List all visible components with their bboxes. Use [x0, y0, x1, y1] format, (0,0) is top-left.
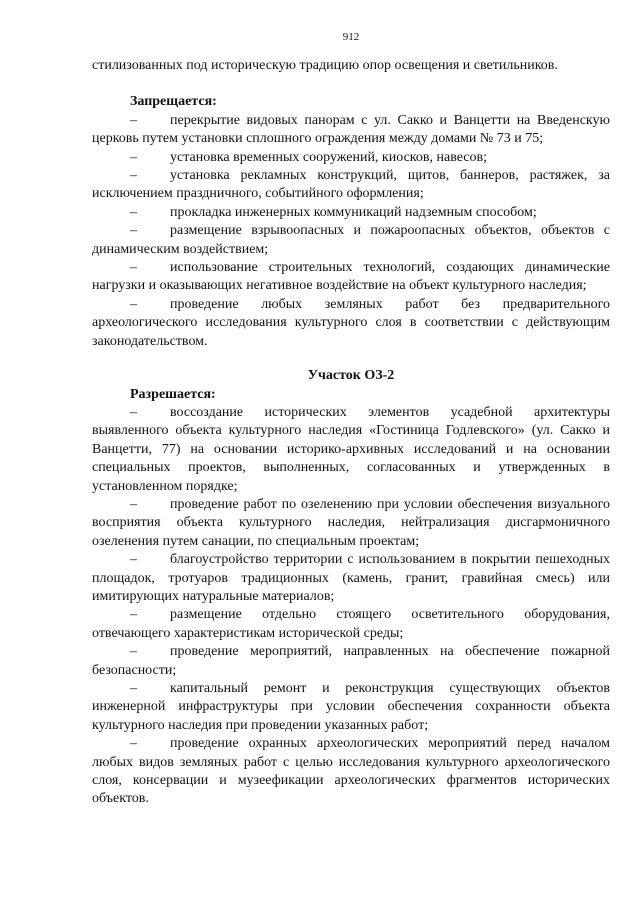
allowed-item [92, 496, 610, 551]
list-dash: – [130, 204, 137, 220]
allowed-item [92, 680, 610, 735]
allowed-list [92, 404, 610, 809]
allowed-item [92, 606, 610, 643]
list-dash: – [130, 149, 137, 165]
allowed-item-text: проведение работ по озеленению при условии обеспечения визуального восприятия объекта культурного наследия, нейтрализация дисгармоничного озеленения путем санации, по специальным проектам; [92, 496, 610, 549]
spacer [92, 351, 610, 367]
forbidden-item [92, 222, 610, 259]
allowed-item [92, 404, 610, 496]
allowed-item-text: капитальный ремонт и реконструкция существующих объектов инженерной инфраструктуры при условии обеспечения сохранности объекта культурного наследия при проведении указанных работ; [92, 681, 610, 733]
allowed-item [92, 643, 610, 680]
forbidden-item [92, 259, 610, 296]
list-dash: – [130, 112, 137, 128]
forbidden-item-text: прокладка инженерных коммуникаций надземным способом; [170, 204, 537, 220]
forbidden-item-text: перекрытие видовых панорам с ул. Сакко и Ванцетти на Введенскую церковь путем установки сплошного ограждения между домами № 73 и 75; [92, 112, 610, 147]
list-dash: – [130, 681, 137, 696]
list-dash: – [130, 607, 137, 623]
document-body [92, 57, 610, 809]
page-number: 912 [342, 31, 360, 43]
list-dash: – [130, 404, 137, 420]
list-dash: – [130, 260, 137, 276]
allowed-item [92, 551, 610, 606]
forbidden-item-text: использование строительных технологий, создающих динамические нагрузки и оказывающих негативное воздействие на объект культурного наследия; [92, 260, 610, 294]
list-dash: – [130, 552, 137, 568]
list-dash: – [130, 736, 137, 752]
forbidden-item [92, 167, 610, 204]
section-title: Участок ОЗ-2 [307, 368, 395, 384]
forbidden-heading: Запрещается: [130, 94, 217, 110]
forbidden-item-text: проведение любых земляных работ без предварительного археологического исследования культурного слоя в соответствии с действующим законодательством. [92, 296, 610, 349]
forbidden-item-text: установка временных сооружений, киосков, навесов; [170, 149, 488, 165]
forbidden-item [92, 149, 610, 167]
allowed-item-text: воссоздание исторических элементов усадебной архитектуры выявленного объекта культурного наследия «Гостиница Годлевского» (ул. Сакко и Ванцетти, 77) на основании историко-архивных исследований и на основании специальных проектов, выполненных, согласованных и утвержденных в установленном порядке; [92, 404, 610, 494]
forbidden-item [92, 112, 610, 149]
allowed-item-text: проведение охранных археологических мероприятий перед началом любых видов земляных работ с целью исследования культурного археологического слоя, консервации и музеефикации археологических фрагментов исторических объектов. [92, 736, 610, 807]
forbidden-item [92, 296, 610, 351]
allowed-heading: Разрешается: [130, 386, 216, 402]
list-dash: – [130, 223, 137, 239]
allowed-item-text: проведение мероприятий, направленных на обеспечение пожарной безопасности; [92, 644, 610, 678]
spacer [92, 75, 610, 93]
allowed-item-text: размещение отдельно стоящего осветительного оборудования, отвечающего характеристикам исторической среды; [92, 607, 610, 641]
allowed-item-text: благоустройство территории с использованием в покрытии пешеходных площадок, тротуаров традиционных (камень, гранит, гравийная смесь) или имитирующих натуральные материалов; [92, 552, 610, 604]
allowed-item [92, 735, 610, 809]
list-dash: – [130, 296, 137, 312]
list-dash: – [130, 644, 137, 660]
list-dash: – [130, 496, 137, 512]
forbidden-item [92, 204, 610, 222]
intro-line: стилизованных под историческую традицию опор освещения и светильников. [92, 58, 558, 73]
forbidden-item-text: установка рекламных конструкций, щитов, баннеров, растяжек, за исключением праздничного, событийного оформления; [92, 168, 610, 202]
forbidden-list [92, 112, 610, 351]
list-dash: – [130, 168, 137, 184]
forbidden-item-text: размещение взрывоопасных и пожароопасных объектов, объектов с динамическим воздействием; [92, 223, 610, 257]
